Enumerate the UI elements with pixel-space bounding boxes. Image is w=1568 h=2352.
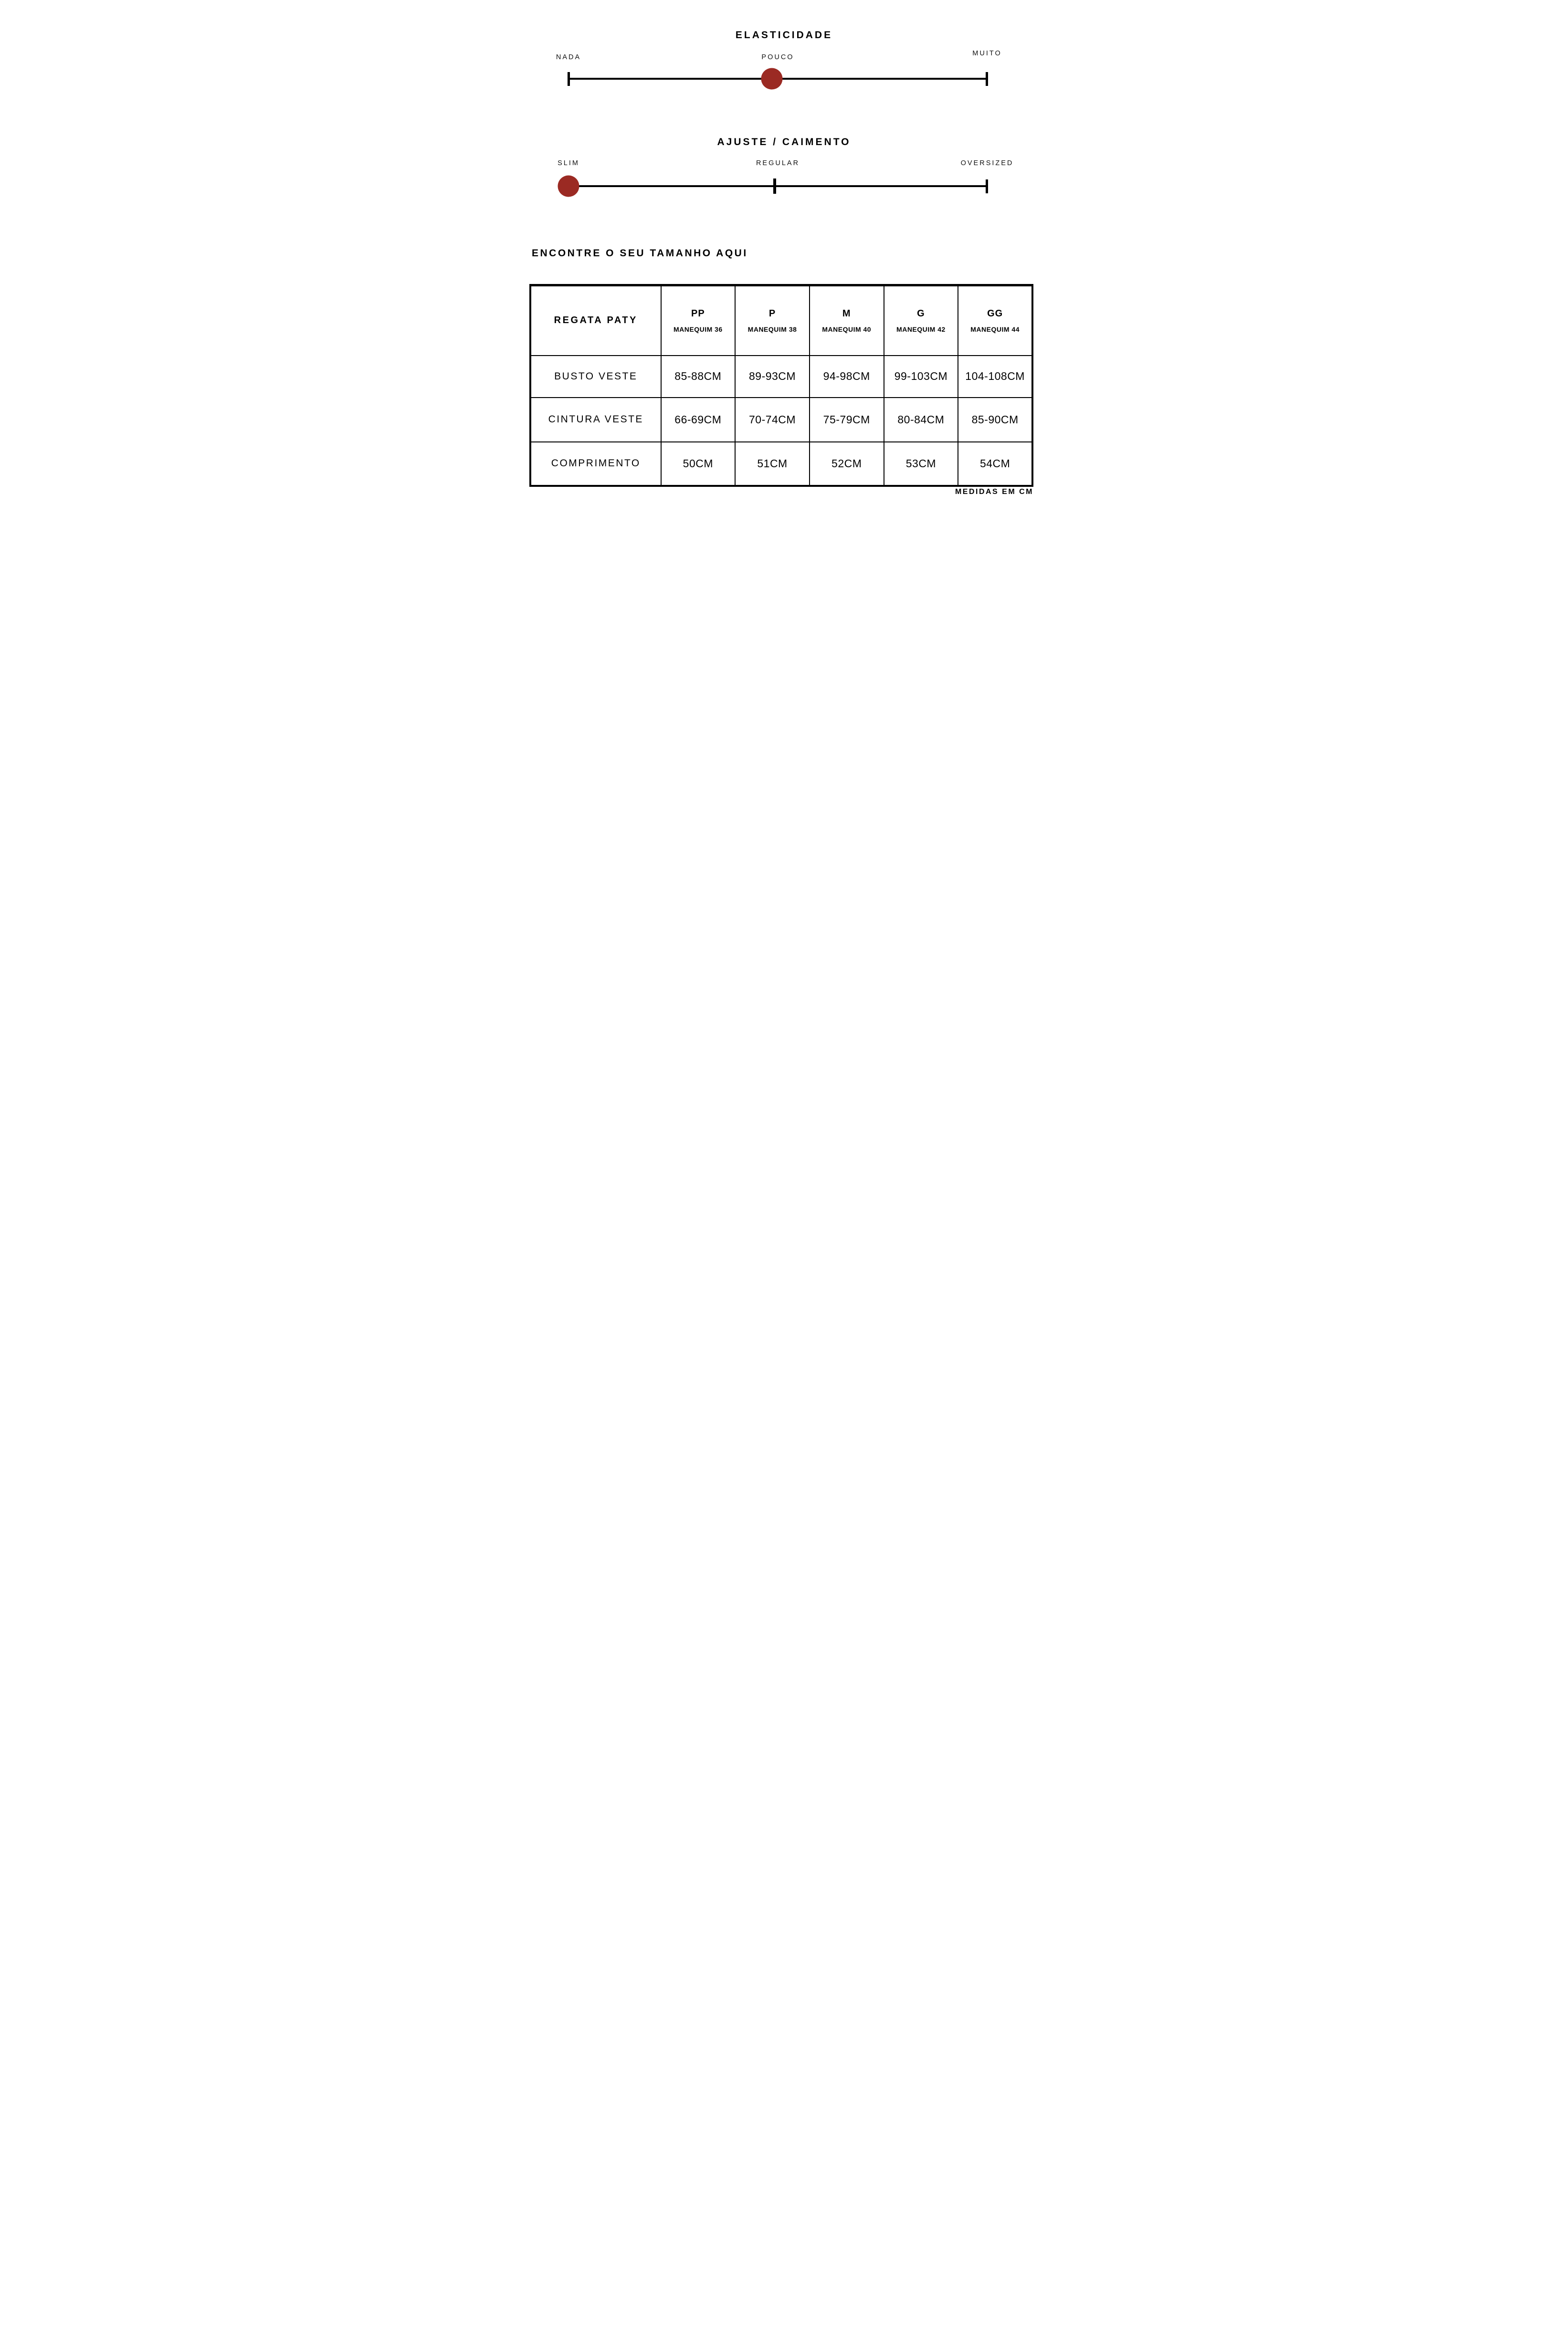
size-value-cell: 50CM	[661, 442, 736, 486]
size-value-cell: 85-88CM	[661, 356, 736, 398]
size-abbr: GG	[987, 308, 1003, 319]
elasticity-title: ELASTICIDADE	[735, 30, 833, 41]
size-guide-sheet	[523, 0, 1045, 784]
fit-indicator-dot	[558, 176, 579, 197]
size-value-cell: 54CM	[958, 442, 1032, 486]
fit-regular-tick	[773, 178, 776, 194]
table-row-cintura-veste	[530, 398, 1032, 442]
elasticity-scale-track	[568, 78, 987, 80]
size-value-cell: 99-103CM	[884, 356, 958, 398]
size-value-cell: 80-84CM	[884, 398, 958, 442]
size-value-cell: 94-98CM	[810, 356, 884, 398]
elasticity-label-nada: NADA	[556, 53, 581, 61]
size-value-cell: 52CM	[810, 442, 884, 486]
elasticity-label-pouco: POUCO	[761, 53, 794, 61]
size-column-header-g	[884, 285, 958, 356]
fit-label-slim: SLIM	[558, 159, 579, 167]
size-value-cell: 66-69CM	[661, 398, 736, 442]
size-value-cell: 53CM	[884, 442, 958, 486]
elasticity-label-muito: MUITO	[972, 50, 1002, 57]
row-label: CINTURA VESTE	[530, 398, 661, 442]
elasticity-indicator-dot	[761, 68, 783, 90]
size-value-cell: 89-93CM	[735, 356, 810, 398]
mannequin-label: MANEQUIM 40	[822, 325, 872, 333]
size-value-cell: 70-74CM	[735, 398, 810, 442]
table-row-comprimento	[530, 442, 1032, 486]
elasticity-scale-labels	[556, 50, 1002, 62]
size-table	[529, 284, 1033, 487]
fit-title: AJUSTE / CAIMENTO	[717, 136, 851, 147]
size-column-header-gg	[958, 285, 1032, 356]
size-column-header-p	[735, 285, 810, 356]
mannequin-label: MANEQUIM 42	[896, 325, 946, 333]
size-value-cell: 75-79CM	[810, 398, 884, 442]
mannequin-label: MANEQUIM 38	[747, 325, 797, 333]
fit-label-oversized: OVERSIZED	[960, 159, 1014, 167]
size-abbr: P	[768, 308, 776, 319]
mannequin-label: MANEQUIM 36	[673, 325, 723, 333]
size-value-cell: 51CM	[735, 442, 810, 486]
size-value-cell: 85-90CM	[958, 398, 1032, 442]
measurements-footnote: MEDIDAS EM CM	[955, 488, 1033, 496]
fit-scale-track	[568, 185, 987, 187]
find-your-size-heading: ENCONTRE O SEU TAMANHO AQUI	[532, 248, 748, 259]
fit-label-regular: REGULAR	[756, 159, 800, 167]
size-value-cell: 104-108CM	[958, 356, 1032, 398]
size-column-header-pp	[661, 285, 736, 356]
size-table-header-row	[530, 285, 1032, 356]
row-label: COMPRIMENTO	[530, 442, 661, 486]
size-abbr: G	[917, 308, 925, 319]
mannequin-label: MANEQUIM 44	[970, 325, 1020, 333]
row-label: BUSTO VESTE	[530, 356, 661, 398]
size-column-header-m	[810, 285, 884, 356]
product-name-cell: REGATA PATY	[530, 285, 661, 356]
fit-scale-labels	[558, 159, 1014, 168]
size-abbr: M	[842, 308, 851, 319]
size-abbr: PP	[691, 308, 705, 319]
table-row-busto-veste	[530, 356, 1032, 398]
